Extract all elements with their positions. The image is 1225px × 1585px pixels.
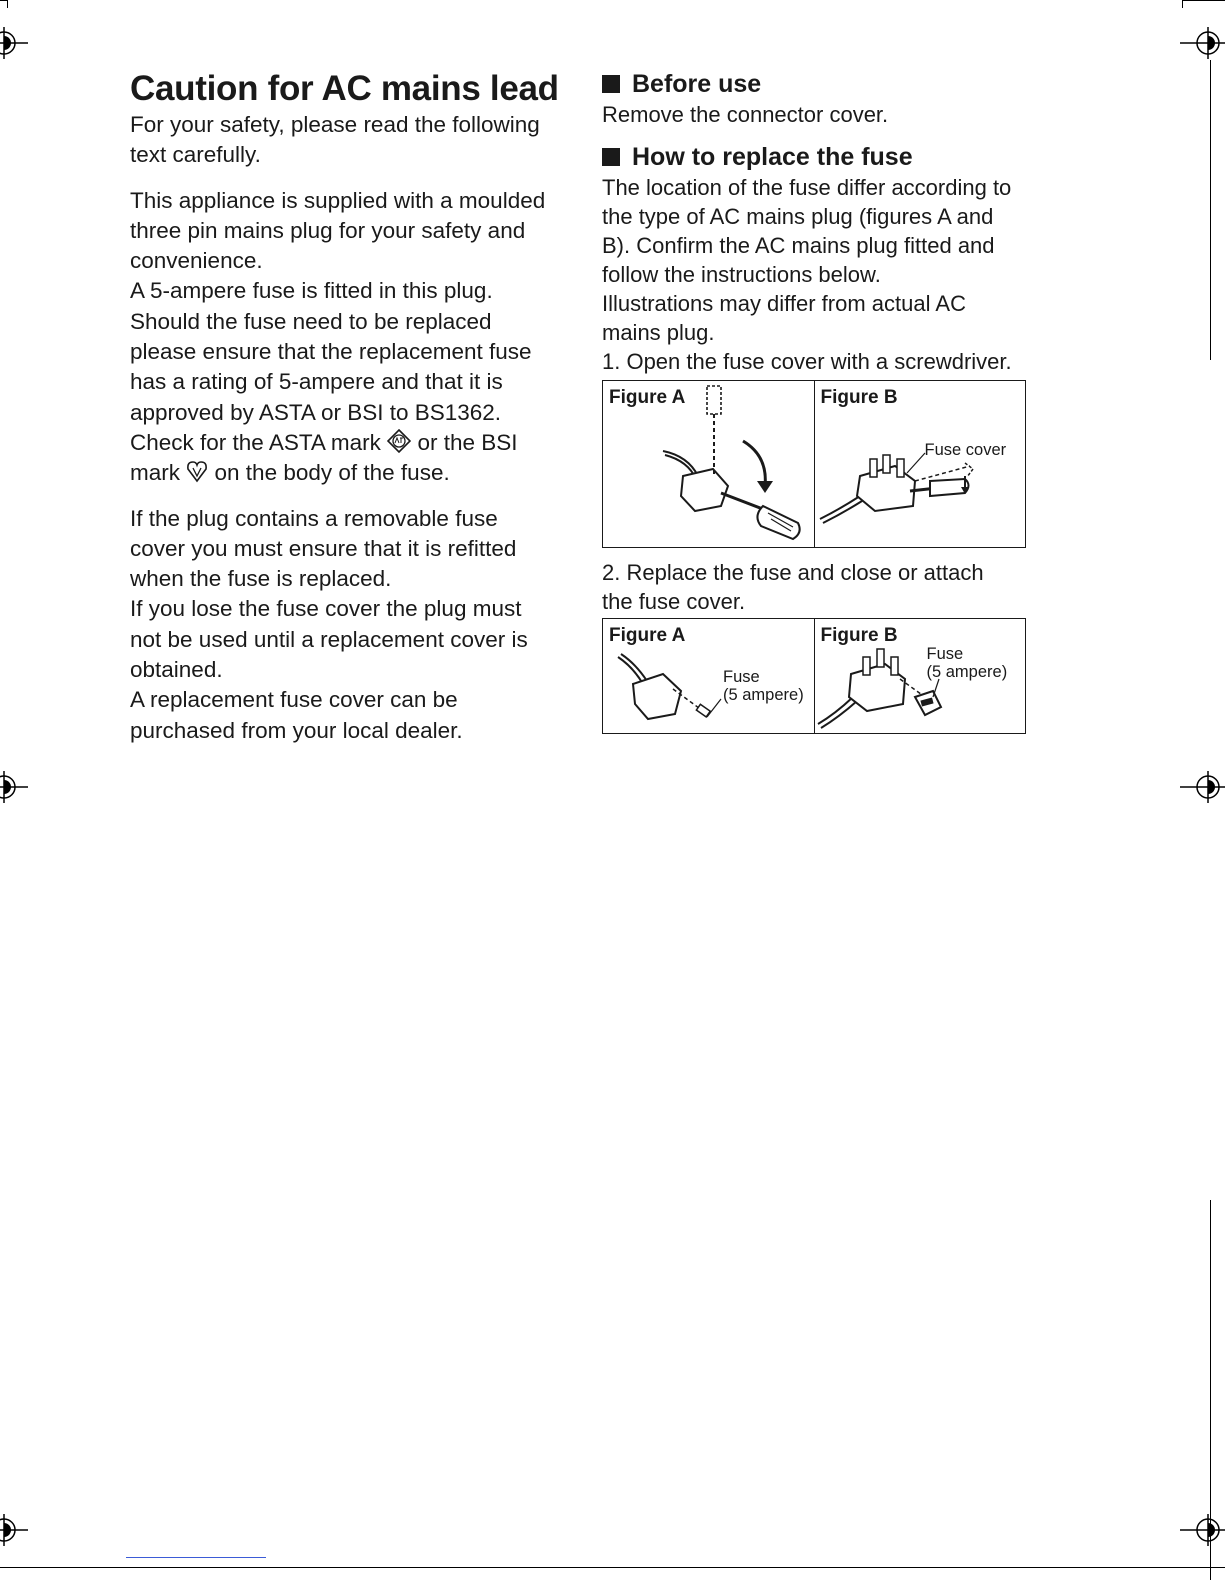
replace-line-2: the type of AC mains plug (figures A and <box>602 204 994 229</box>
cover-line-6: obtained. <box>130 657 223 683</box>
step-2-figure-a <box>603 619 815 733</box>
cover-line-3: when the fuse is replaced. <box>130 566 392 592</box>
asta-check-line <box>130 428 585 458</box>
before-use-heading-text: Before use <box>632 70 762 98</box>
step-2-figures <box>602 618 1026 734</box>
fuse-cover-label: Fuse cover <box>924 441 1007 459</box>
fuse-replace-a-illustration <box>603 619 814 733</box>
intro-line-2: text carefully. <box>130 142 261 168</box>
fuse-label-b: Fuse <box>926 645 964 663</box>
step-2-line-1: 2. Replace the fuse and close or attach <box>602 560 984 585</box>
figure-a-label: Figure A <box>609 625 686 646</box>
appliance-line-2: three pin mains plug for your safety and <box>130 217 526 243</box>
right-column <box>602 68 1062 734</box>
replace-line-4: follow the instructions below. <box>602 262 881 287</box>
plug-screwdriver-a-illustration <box>603 381 814 547</box>
replace-line-3: B). Confirm the AC mains plug fitted and <box>602 233 995 258</box>
page-title: Caution for AC mains lead <box>130 69 559 108</box>
registration-mark-bl-icon <box>0 1514 30 1546</box>
appliance-line-5: Should the fuse need to be replaced <box>130 308 492 334</box>
registration-mark-tl-icon <box>0 27 30 59</box>
cover-line-5: not be used until a replacement cover is <box>130 626 528 652</box>
footer-link-underline <box>126 1557 266 1558</box>
before-use-text: Remove the connector cover. <box>602 102 889 127</box>
replace-line-6: mains plug. <box>602 320 715 345</box>
figure-a-label: Figure A <box>609 387 686 408</box>
step-2-figure-b <box>815 619 1026 733</box>
registration-mark-tr-icon <box>1180 27 1225 59</box>
before-use-heading <box>602 68 1062 100</box>
square-bullet-icon <box>602 75 620 93</box>
step-1-text: 1. Open the fuse cover with a screwdriver. <box>602 349 1012 374</box>
bsi-check-line <box>130 458 585 488</box>
replace-fuse-heading-text: How to replace the fuse <box>632 143 913 171</box>
step-2-line-2: the fuse cover. <box>602 589 746 614</box>
fuse-rating-label-a: (5 ampere) <box>723 686 804 704</box>
fuse-body-text: on the body of the fuse. <box>214 460 450 486</box>
cover-line-7: A replacement fuse cover can be <box>130 687 458 713</box>
appliance-line-3: convenience. <box>130 248 263 274</box>
cover-line-2: cover you must ensure that it is refitted <box>130 535 517 561</box>
cover-line-1: If the plug contains a removable fuse <box>130 505 498 531</box>
step-1-figure-b <box>815 381 1026 547</box>
asta-mark-icon <box>387 429 411 453</box>
bsi-kitemark-icon <box>186 459 208 483</box>
fuse-label-a: Fuse <box>723 668 760 686</box>
cover-line-4: If you lose the fuse cover the plug must <box>130 596 522 622</box>
cover-line-8: purchased from your local dealer. <box>130 717 463 743</box>
fuse-rating-label-b: (5 ampere) <box>926 663 1008 681</box>
figure-b-label: Figure B <box>820 387 898 408</box>
plug-screwdriver-b-illustration <box>815 381 1026 547</box>
intro-line-1: For your safety, please read the following <box>130 112 540 137</box>
registration-mark-mr-icon <box>1180 771 1225 803</box>
registration-mark-br-icon <box>1180 1514 1225 1546</box>
appliance-line-7: has a rating of 5-ampere and that it is <box>130 369 503 395</box>
step-1-figure-a <box>603 381 815 547</box>
bsi-mark-text: mark <box>130 460 180 486</box>
appliance-line-4: A 5-ampere fuse is fitted in this plug. <box>130 278 493 304</box>
appliance-line-1: This appliance is supplied with a moulded <box>130 187 546 213</box>
appliance-line-6: please ensure that the replacement fuse <box>130 339 532 365</box>
registration-mark-ml-icon <box>0 771 30 803</box>
replace-line-1: The location of the fuse differ according to <box>602 175 1012 200</box>
asta-check-text: Check for the ASTA mark <box>130 429 381 455</box>
step-1-figures <box>602 380 1026 548</box>
replace-line-5: Illustrations may differ from actual AC <box>602 291 966 316</box>
fuse-replace-b-illustration <box>815 619 1026 733</box>
square-bullet-icon <box>602 148 620 166</box>
replace-fuse-heading <box>602 141 1062 173</box>
bsi-text: or the BSI <box>417 429 518 455</box>
left-column <box>130 68 585 746</box>
figure-b-label: Figure B <box>820 625 898 646</box>
appliance-line-8: approved by ASTA or BSI to BS1362. <box>130 399 502 425</box>
